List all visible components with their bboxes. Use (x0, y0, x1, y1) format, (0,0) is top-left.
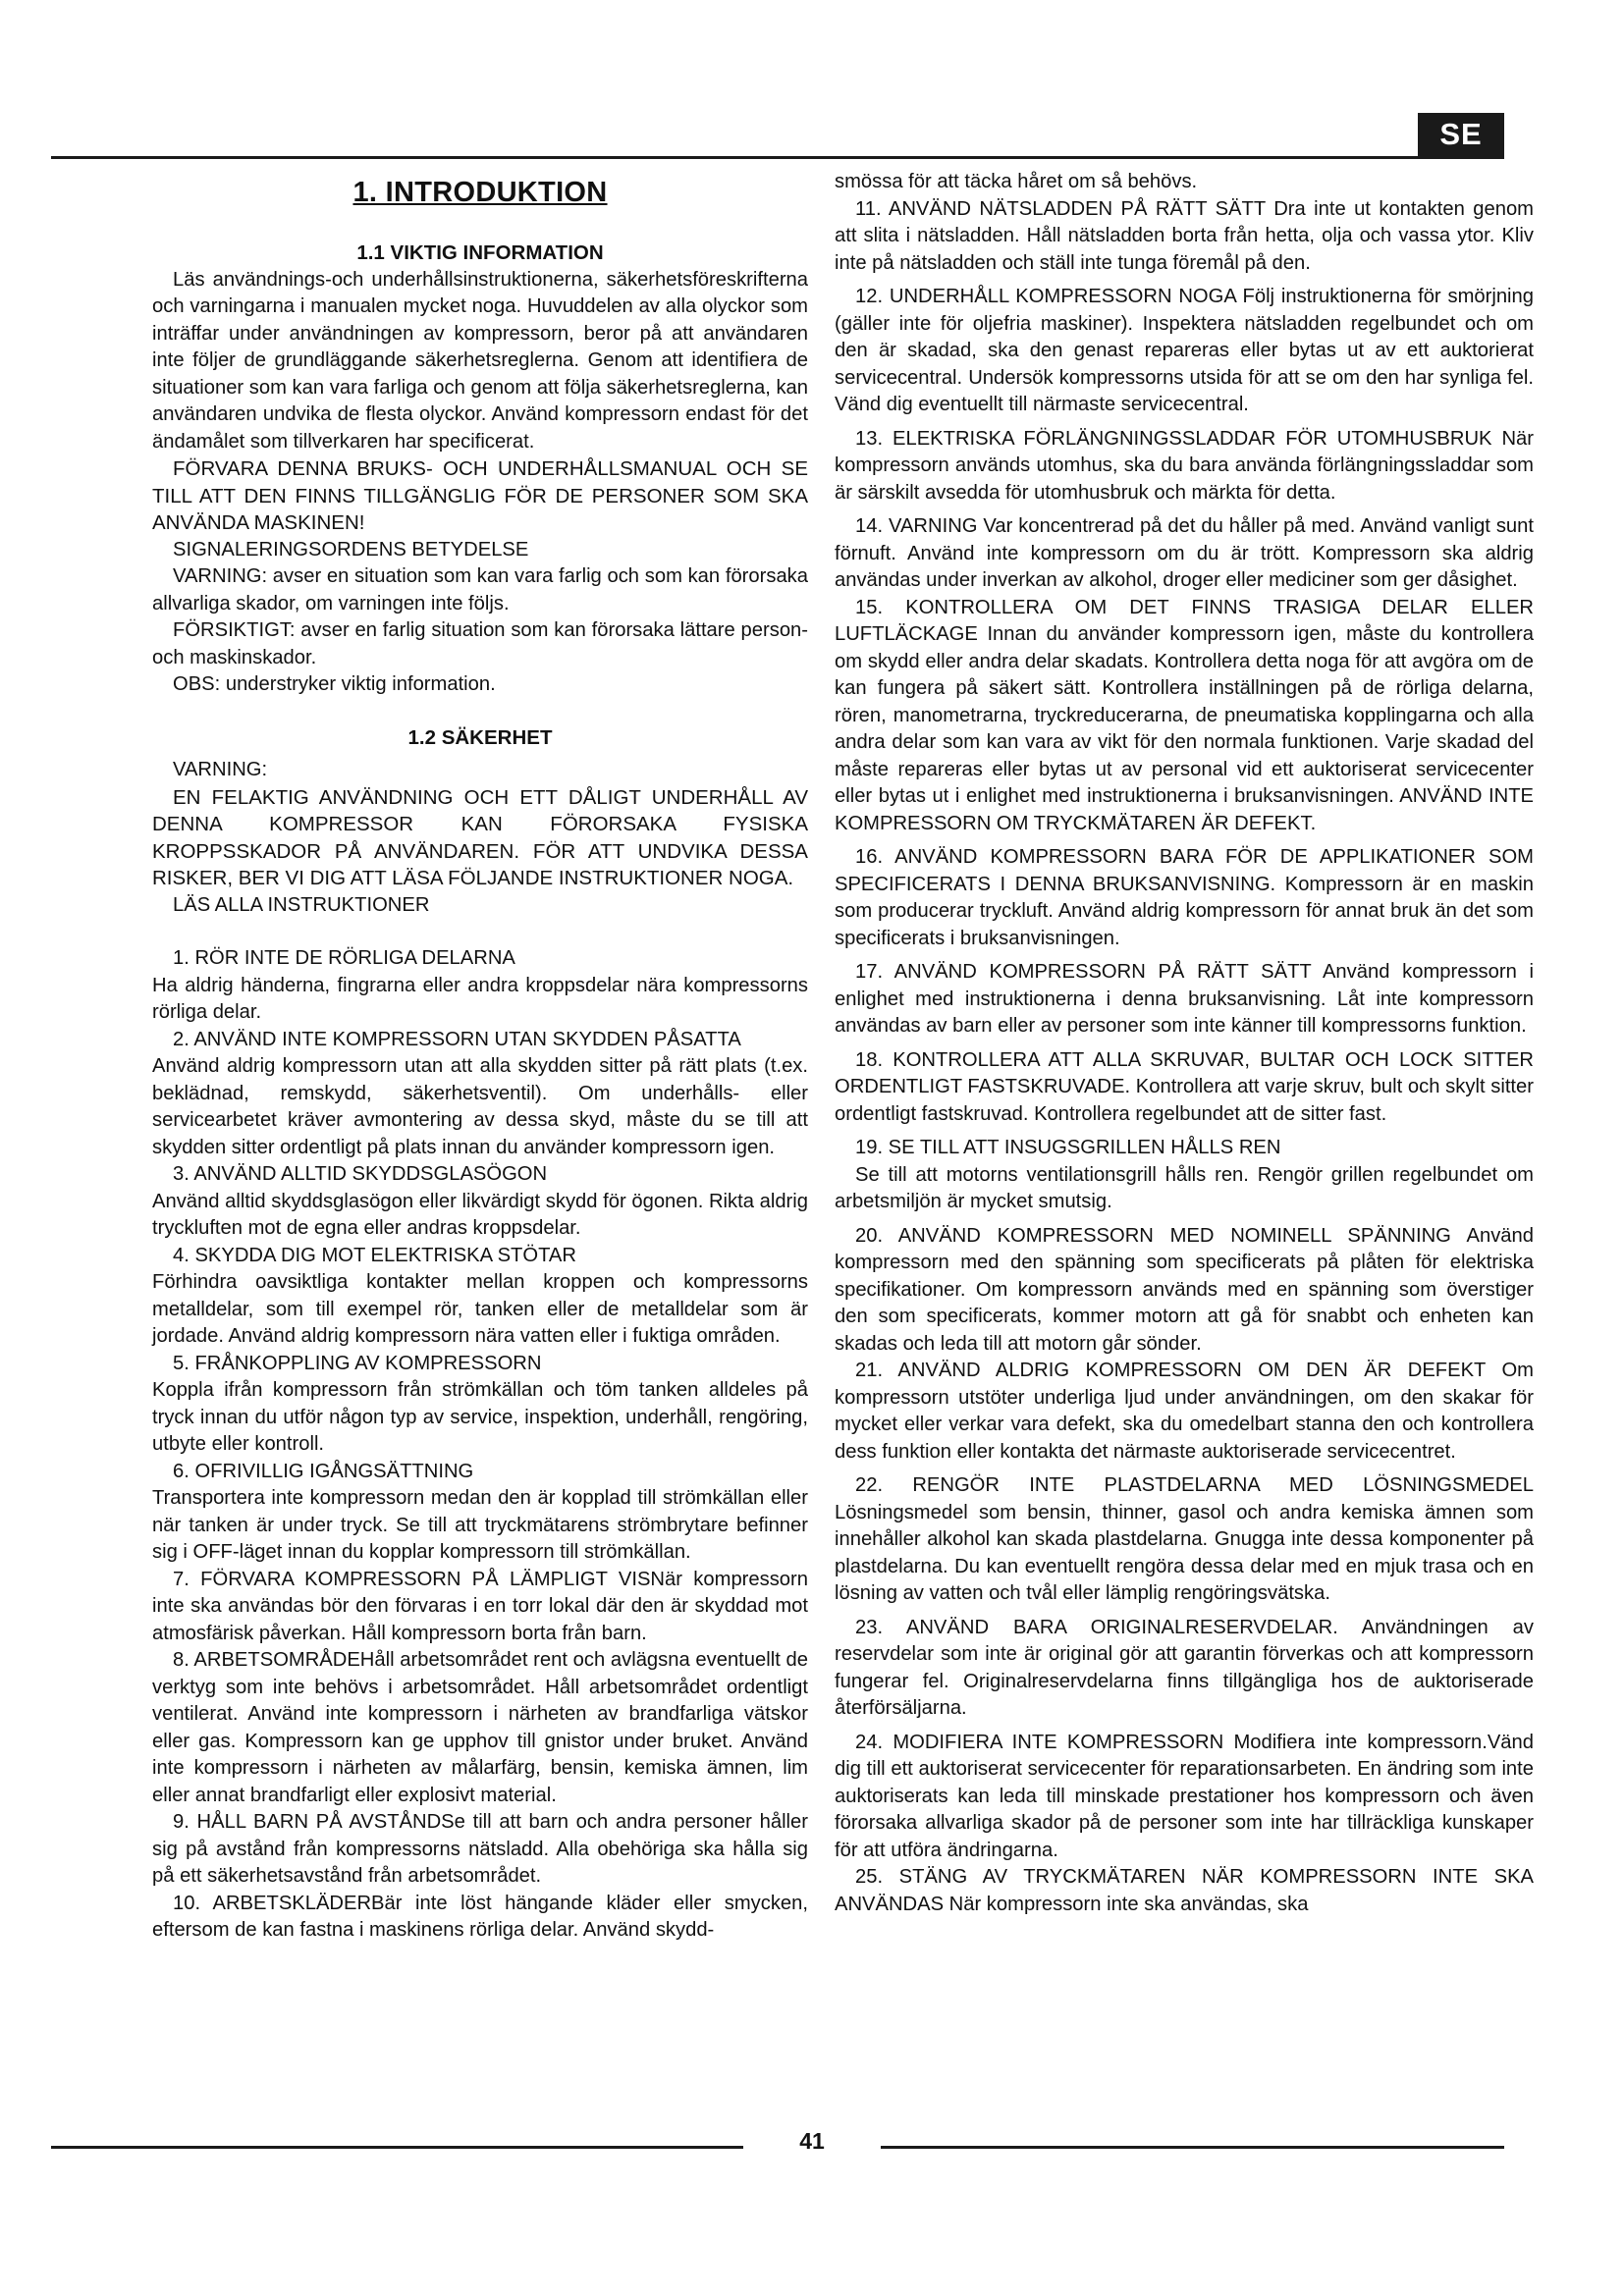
rule-heading: 3. ANVÄND ALLTID SKYDDSGLASÖGON (173, 1163, 548, 1185)
rule-body: Använd alltid skyddsglasögon eller likvärdigt skydd för ögonen. Rikta aldrig tryckluften mot de egna eller andras kroppsdelar. (152, 1190, 808, 1239)
rule-body: Koppla ifrån kompressorn från strömkällan och töm tanken alldeles på tryck innan du utför någon typ av service, inspektion, underhåll, rengöring, utbyte eller kontroll. (152, 1379, 808, 1455)
section-title-sakerhet: 1.2 SÄKERHET (407, 725, 553, 749)
rule-heading: 4. SKYDDA DIG MOT ELEKTRISKA STÖTAR (173, 1244, 576, 1266)
bottom-divider-right (881, 2146, 1504, 2149)
rule-paragraph: 7. FÖRVARA KOMPRESSORN PÅ LÄMPLIGT VISNär kompressorn inte ska användas bör den förvaras i en torr lokal där den är skyddad mot atmosfärisk påverkan. Håll kompressorn borta från barn. (152, 1568, 808, 1644)
top-divider (51, 156, 1504, 159)
paragraph: Läs användnings-och underhållsinstruktionerna, säkerhetsföreskrifterna och varningarna i manualen mycket noga. Huvuddelen av alla olyckor som inträffar under användningen av kompressorn, beror på att användaren inte följer de grundläggande säkerhetsreglerna. Genom att identifiera de situationer som kan vara farliga och genom att följa säkerhetsreglerna, kan användaren undvika de flesta olyckor. Använd kompressorn endast för det ändamålet som tillverkaren har specificerat. (152, 268, 808, 453)
rule-paragraph: 11. ANVÄND NÄTSLADDEN PÅ RÄTT SÄTT Dra inte ut kontakten genom att slita i nätsladden. Håll nätsladden borta från hetta, olja och vassa ytor. Kliv inte på nätsladden och ställ inte tunga föremål på den. (835, 197, 1534, 274)
rule-paragraph: 22. RENGÖR INTE PLASTDELARNA MED LÖSNINGSMEDEL Lösningsmedel som bensin, thinner, gasol och andra kemiska ämnen som innehåller alkohol kan skada plastdelarna. Gnugga inte dessa komponenter på plastdelarna. Du kan eventuellt rengöra dessa delar med en mjuk trasa och en lösning av vatten och tvål eller lämplig rengöringsvätska. (835, 1474, 1534, 1604)
paragraph: VARNING: (173, 759, 268, 780)
section-title-viktig-information: 1.1 VIKTIG INFORMATION (356, 241, 604, 264)
rule-paragraph: 24. MODIFIERA INTE KOMPRESSORN Modifiera inte kompressorn.Vänd dig till ett auktoriserat servicecenter för reparationsarbeten. En ändring som inte auktoriserats kan leda till minskade prestationer hos kompressorn och även förorsaka allvarliga skador på de personer som inte har tillräckliga kunskaper för att utföra ändringarna. (835, 1731, 1534, 1861)
rule-paragraph: 23. ANVÄND BARA ORIGINALRESERVDELAR. Användningen av reservdelar som inte är original gör att garantin förverkas och att kompressorn fungerar fel. Originalreservdelarna finns tillgängliga hos de auktoriserade återförsäljarna. (835, 1616, 1534, 1719)
rule-paragraph: 10. ARBETSKLÄDERBär inte löst hängande kläder eller smycken, eftersom de kan fastna i maskinens rörliga delar. Använd skydd- (152, 1892, 808, 1941)
rule-paragraph: 8. ARBETSOMRÅDEHåll arbetsområdet rent och avlägsna eventuellt de verktyg som inte behövs i arbetsområdet. Håll arbetsområdet ordentligt ventilerat. Använd inte kompressorn i närheten av brandfarliga vätskor eller gas. Kompressorn kan ge upphov till gnistor under bruket. Använd inte kompressorn i närheten av målarfärg, bensin, kemiska ämnen, lim eller annat brandfarligt eller explosivt material. (152, 1649, 808, 1806)
continued-text: smössa för att täcka håret om så behövs. (835, 171, 1198, 192)
paragraph: LÄS ALLA INSTRUKTIONER (173, 893, 430, 916)
rule-body: Ha aldrig händerna, fingrarna eller andra kroppsdelar nära kompressorns rörliga delar. (152, 974, 808, 1023)
rule-paragraph: 21. ANVÄND ALDRIG KOMPRESSORN OM DEN ÄR DEFEKT Om kompressorn utstöter underliga ljud under användningen, om den skakar för mycket eller verkar vara defekt, ska du omedelbart stanna den och kontrollera dess funktion eller kontakta det närmaste auktoriserade servicecentret. (835, 1360, 1534, 1463)
rule-body: Transportera inte kompressorn medan den är kopplad till strömkällan eller när tanken är under tryck. Se till att tryckmätarens strömbrytare befinner sig i OFF-läget innan du kopplar kompressorn till strömkällan. (152, 1487, 808, 1563)
rule-heading: 6. OFRIVILLIG IGÅNGSÄTTNING (173, 1460, 474, 1482)
paragraph: FÖRSIKTIGT: avser en farlig situation som kan förorsaka lättare person-och maskinskador. (152, 619, 808, 668)
page-title: 1. INTRODUKTION (352, 177, 608, 208)
paragraph: OBS: understryker viktig information. (173, 673, 496, 695)
rule-heading: 1. RÖR INTE DE RÖRLIGA DELARNA (173, 947, 515, 969)
rule-body: Se till att motorns ventilationsgrill hålls ren. Rengör grillen regelbundet om arbetsmiljön är mycket smutsig. (835, 1163, 1534, 1212)
rule-paragraph: 20. ANVÄND KOMPRESSORN MED NOMINELL SPÄNNING Använd kompressorn med den spänning som specificerats på plåten för elektriska specifikationer. Om kompressorn används med en spänning som överstiger den som specificerats, kommer motorn att gå för snabbt och enheten kan skadas och leda till att motorn går sönder. (835, 1224, 1534, 1355)
rule-paragraph: 13. ELEKTRISKA FÖRLÄNGNINGSSLADDAR FÖR UTOMHUSBRUK När kompressorn används utomhus, ska du bara använda förlängningssladdar som är särskilt avsedda för utomhusbruk och märkta för detta. (835, 427, 1534, 504)
rule-paragraph: 12. UNDERHÅLL KOMPRESSORN NOGA Följ instruktionerna för smörjning (gäller inte för oljefria maskiner). Inspektera nätsladden regelbundet och om den är skadad, ska den genast repareras eller bytas ut av ett auktorierat servicecentral. Undersök kompressorns utsida för att se om den har synliga fel. Vänd dig eventuellt till närmaste servicecentral. (835, 286, 1534, 415)
paragraph-caps: FÖRVARA DENNA BRUKS- OCH UNDERHÅLLSMANUAL OCH SE TILL ATT DEN FINNS TILLGÄNGLIG FÖR DE PERSONER SOM SKA ANVÄNDA MASKINEN! (152, 457, 808, 534)
rule-paragraph: 17. ANVÄND KOMPRESSORN PÅ RÄTT SÄTT Använd kompressorn i enlighet med instruktionerna i denna bruksanvisning. Låt inte kompressorn användas av barn eller av personer som inte känner till kompressorns funktion. (835, 961, 1534, 1037)
rule-body: Använd aldrig kompressorn utan att alla skydden sitter på rätt plats (t.ex. beklädnad, remskydd, säkerhetsventil). Om underhålls- eller servicearbetet kräver avmontering av dessa skyd, måste du se till att skydden sitter ordentligt på plats innan du använder kompressorn igen. (152, 1055, 808, 1158)
language-badge: SE (1418, 113, 1504, 156)
bottom-divider-left (51, 2146, 743, 2149)
rule-paragraph: 15. KONTROLLERA OM DET FINNS TRASIGA DELAR ELLER LUFTLÄCKAGE Innan du använder kompressorn igen, måste du kontrollera om skydd eller andra delar skadats. Kontrollera detta noga för att avgöra om de kan fungera på säkert sätt. Kontrollera inställningen på de rörliga delarna, rören, manometrarna, tryckreducerarna, de pneumatiska kopplingarna och alla andra delar som kan vara av vikt för den normala funktionen. Varje skadad del måste repareras eller bytas ut av personal vid ett auktoriserat servicecenter eller bytas ut i enlighet med instruktionerna i bruksanvisningen. ANVÄND INTE KOMPRESSORN OM TRYCKMÄTAREN ÄR DEFEKT. (835, 596, 1534, 834)
right-column (835, 169, 1534, 1918)
page-number: 41 (799, 2128, 825, 2154)
paragraph: SIGNALERINGSORDENS BETYDELSE (173, 538, 529, 561)
left-column (152, 169, 808, 1945)
rule-paragraph: 16. ANVÄND KOMPRESSORN BARA FÖR DE APPLIKATIONER SOM SPECIFICERATS I DENNA BRUKSANVISNING. Kompressorn är en maskin som producerar tryckluft. Använd aldrig kompressorn för annat bruk än det som specificerats i bruksanvisningen. (835, 846, 1534, 949)
rule-paragraph: 25. STÄNG AV TRYCKMÄTAREN NÄR KOMPRESSORN INTE SKA ANVÄNDAS När kompressorn inte ska användas, ska (835, 1866, 1534, 1915)
paragraph-caps: EN FELAKTIG ANVÄNDNING OCH ETT DÅLIGT UNDERHÅLL AV DENNA KOMPRESSOR KAN FÖRORSAKA FYSISKA KROPPSSKADOR PÅ ANVÄNDAREN. FÖR ATT UNDVIKA DESSA RISKER, BER VI DIG ATT LÄSA FÖLJANDE INSTRUKTIONER NOGA. (152, 785, 808, 889)
paragraph: VARNING: avser en situation som kan vara farlig och som kan förorsaka allvarliga skador, om varningen inte följs. (152, 565, 808, 614)
rule-heading: 5. FRÅNKOPPLING AV KOMPRESSORN (173, 1352, 542, 1374)
rule-paragraph: 18. KONTROLLERA ATT ALLA SKRUVAR, BULTAR OCH LOCK SITTER ORDENTLIGT FASTSKRUVADE. Kontrollera att varje skruv, bult och skylt sitter ordentligt fastskruvad. Kontrollera regelbundet att de sitter fast. (835, 1048, 1534, 1125)
rule-paragraph: 14. VARNING Var koncentrerad på det du håller på med. Använd vanligt sunt förnuft. Använd inte kompressorn om du är trött. Kompressorn ska aldrig användas under inverkan av alkohol, droger eller mediciner som ger dåsighet. (835, 515, 1534, 591)
rule-heading: 2. ANVÄND INTE KOMPRESSORN UTAN SKYDDEN PÅSATTA (173, 1028, 741, 1050)
rule-body: Förhindra oavsiktliga kontakter mellan kroppen och kompressorns metalldelar, som till exempel rör, tanken eller de metalldelar som är jordade. Använd aldrig kompressorn nära vatten eller i fuktiga områden. (152, 1271, 808, 1347)
rule-paragraph: 9. HÅLL BARN PÅ AVSTÅNDSe till att barn och andra personer håller sig på avstånd från kompressorns nätsladd. Alla obehöriga ska hålla sig på ett säkerhetsavstånd från arbetsområdet. (152, 1811, 808, 1887)
rule-heading: 19. SE TILL ATT INSUGSGRILLEN HÅLLS REN (855, 1137, 1281, 1158)
